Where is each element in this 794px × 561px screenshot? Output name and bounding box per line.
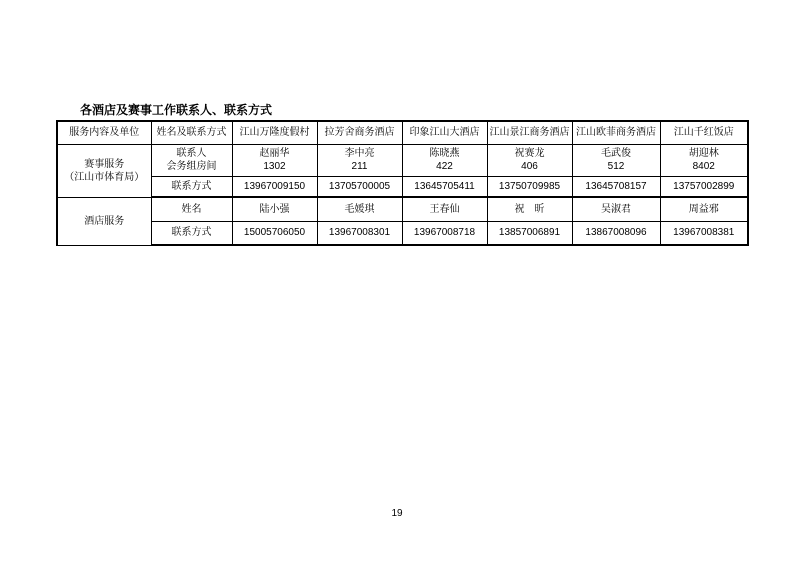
header-hotel: 江山千红饭店 xyxy=(660,121,748,144)
phone-label: 联系方式 xyxy=(151,221,232,245)
hotel-service-label: 酒店服务 xyxy=(57,197,151,245)
hotel-phone-row xyxy=(57,221,748,245)
phone-cell: 13857006891 xyxy=(487,221,572,245)
event-contact-cell: 祝赛龙 406 xyxy=(487,144,572,176)
event-contact-cell: 陈晓燕 422 xyxy=(402,144,487,176)
hotel-contact-name: 周益邪 xyxy=(660,197,748,221)
phone-cell: 13867008096 xyxy=(572,221,660,245)
phone-cell: 13645708157 xyxy=(572,176,660,197)
phone-cell: 13967008301 xyxy=(317,221,402,245)
event-contact-cell: 胡迎林 8402 xyxy=(660,144,748,176)
header-hotel: 江山景江商务酒店 xyxy=(487,121,572,144)
event-contact-cell: 李中亮 211 xyxy=(317,144,402,176)
phone-cell: 13705700005 xyxy=(317,176,402,197)
event-phone-row xyxy=(57,176,748,197)
header-row xyxy=(57,121,748,144)
hotel-contact-name: 毛媛琪 xyxy=(317,197,402,221)
hotel-contact-name: 王春仙 xyxy=(402,197,487,221)
phone-cell: 13757002899 xyxy=(660,176,748,197)
hotel-contact-name: 祝 昕 xyxy=(487,197,572,221)
phone-cell: 13967008718 xyxy=(402,221,487,245)
event-service-label: 赛事服务 （江山市体育局） xyxy=(57,144,151,197)
header-hotel: 拉芳舍商务酒店 xyxy=(317,121,402,144)
header-name-contact: 姓名及联系方式 xyxy=(151,121,232,144)
hotel-contact-name: 陆小强 xyxy=(232,197,317,221)
event-contact-cell: 毛武俊 512 xyxy=(572,144,660,176)
contacts-table xyxy=(56,120,749,246)
contact-room-label: 联系人 会务组房间 xyxy=(151,144,232,176)
header-hotel: 江山万隆度假村 xyxy=(232,121,317,144)
name-label: 姓名 xyxy=(151,197,232,221)
event-contact-cell: 赵丽华 1302 xyxy=(232,144,317,176)
phone-cell: 13967009150 xyxy=(232,176,317,197)
page-number: 19 xyxy=(391,508,403,519)
document-title: 各酒店及赛事工作联系人、联系方式 xyxy=(80,103,273,117)
phone-cell: 13750709985 xyxy=(487,176,572,197)
header-service-unit: 服务内容及单位 xyxy=(57,121,151,144)
header-hotel: 印象江山大酒店 xyxy=(402,121,487,144)
phone-cell: 13645705411 xyxy=(402,176,487,197)
header-hotel: 江山欧菲商务酒店 xyxy=(572,121,660,144)
phone-cell: 15005706050 xyxy=(232,221,317,245)
hotel-contact-name: 吴淑君 xyxy=(572,197,660,221)
phone-label: 联系方式 xyxy=(151,176,232,197)
phone-cell: 13967008381 xyxy=(660,221,748,245)
hotel-name-row xyxy=(57,197,748,221)
event-contact-row xyxy=(57,144,748,176)
